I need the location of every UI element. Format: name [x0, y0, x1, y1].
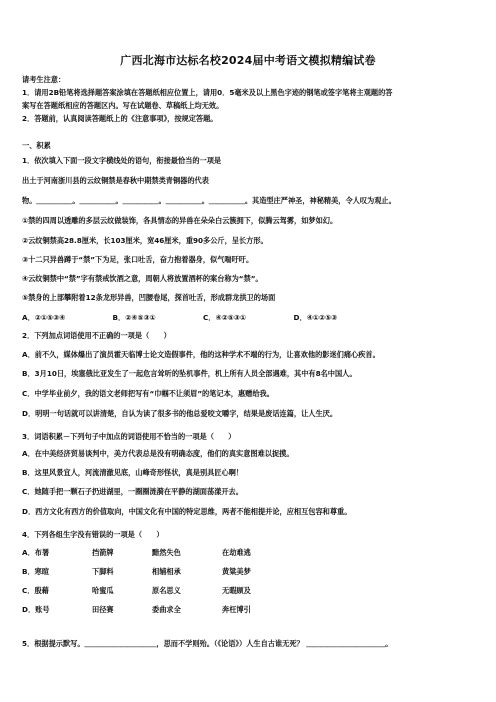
word-cell: D．账号: [22, 605, 50, 614]
word-cell: 挡箭牌: [92, 548, 114, 557]
notice-line: 1．请用2B铅笔将选择题答案涂填在答题纸相应位置上，请用0．5毫米及以上黑色字迹的钢笔或签字笔将主观题的答: [22, 88, 393, 97]
word-cell: 下脚料: [92, 567, 114, 576]
word-cell: 奔枉博引: [222, 605, 251, 614]
word-cell: 黯然失色: [152, 548, 181, 557]
option-d: D．④①②⑤③: [293, 313, 338, 322]
word-cell: C．殷藉: [22, 586, 49, 595]
notice-line: 2．答题前，认真阅读答题纸上的《注意事项》，按规定答题。: [22, 114, 218, 123]
word-cell: A．布署: [22, 548, 50, 557]
option-a: A．在中美经济贸易谈判中，美方代表总是没有明确态度，他们的真实意图难以捉摸。: [22, 449, 294, 458]
word-cell: 田径赛: [92, 605, 114, 614]
word-cell: 相辅相承: [152, 567, 181, 576]
word-cell: 原名思义: [152, 586, 181, 595]
question-stem: 1．依次填入下面一段文字横线处的语句，衔接最恰当的一项是: [22, 156, 222, 165]
notice-heading: 请考生注意：: [22, 75, 66, 84]
word-cell: B．寒暄: [22, 567, 50, 576]
word-cell: 在劫难逃: [222, 548, 251, 557]
section-heading: 一、积累: [22, 141, 51, 150]
option-b: B．3月10日，埃塞俄比亚发生了一起危言耸听的坠机事件，机上所有人员全部遇难，其中有8名中国人。: [22, 369, 357, 378]
option-c: C．中学毕业前夕，我的语文老师把写有“巾帼不让须眉”的笔记本，惠赠给我。: [22, 389, 274, 398]
question-stem: 2．下列加点词语使用不正确的一项是（ ）: [22, 331, 171, 340]
answer-options: [22, 313, 382, 323]
question-text: ①禁的四周以透雕的多层云纹做装饰，各具情态的异兽在朵朵白云簇拥下，似腾云驾雾，如梦如幻。: [22, 216, 338, 225]
word-cell: 哈蜜瓜: [92, 586, 114, 595]
question-stem: 3．词语积累－下列句子中加点的词语使用不恰当的一项是（ ）: [22, 432, 236, 441]
question-stem: 4．下列各组生字没有错误的一项是（ ）: [22, 530, 164, 539]
option-a: A．前不久，媒体爆出了演员霍天临博士论文造假事件，他的这种学术不端的行为，让喜欢他的影迷们痛心疾首。: [22, 350, 380, 359]
question-stem: 5．根据提示默写。＿＿＿＿＿＿＿＿＿＿，思而不学则殆。（《论语》）人生自古谁无死？ ＿＿＿＿＿＿＿＿＿＿＿。: [22, 639, 393, 648]
option-d: D．明明一句话就可以讲清楚，自认为读了很多书的他总爱咬文嚼字，结果是废话连篇，让人生厌。: [22, 409, 338, 418]
option-d: D．西方文化有西方的价值取向，中国文化有中国的特定思维，两者不能相提并论，应相互包容和尊重。: [22, 507, 352, 516]
question-text: ④云纹铜禁中“禁”字有禁戒饮酒之意，周朝人将放置酒杯的案台称为“禁”。: [22, 274, 263, 283]
question-text: 物。＿＿＿＿＿。＿＿＿＿＿。＿＿＿＿＿。＿＿＿＿＿。＿＿＿＿＿。其造型庄严神圣，神秘精美，令人叹为观止。: [22, 196, 396, 205]
word-cell: 委曲求全: [152, 605, 181, 614]
option-b: B．这里风景宜人，河流清澈见底，山峰奇形怪状，真是别具匠心啊！: [22, 468, 244, 477]
option-a: A．②①⑤③④: [22, 313, 66, 322]
option-c: C．她随手把一颗石子扔进湖里，一圈圈涟漪在平静的湖面荡漾开去。: [22, 487, 243, 496]
question-text: 出土于河南浙川县的云纹铜禁是春秋中期禁类青铜器的代表: [22, 176, 209, 185]
page-title: 广西北海市达标名校2024届中考语文模拟精编试卷: [120, 54, 376, 67]
option-c: C．④②⑤③①: [203, 313, 246, 322]
question-text: ⑤禁身的上部攀附着12条龙形异兽，凹腰卷尾，探首吐舌，形成群龙拱卫的场面: [22, 293, 276, 302]
option-b: B．②④⑤③①: [112, 313, 156, 322]
word-cell: 无暇顾及: [222, 586, 251, 595]
question-text: ③十二只异兽蹲于“禁”下为足，张口吐舌，奋力抱着器身，似气喘吁吁。: [22, 255, 254, 264]
word-cell: 黄粱美梦: [222, 567, 251, 576]
question-text: ②云纹铜禁高28.8厘米，长103厘米，宽46厘米，重90多公斤，呈长方形。: [22, 236, 268, 245]
notice-line: 案写在答题纸相应的答题区内。写在试题卷、草稿纸上均无效。: [22, 101, 224, 110]
